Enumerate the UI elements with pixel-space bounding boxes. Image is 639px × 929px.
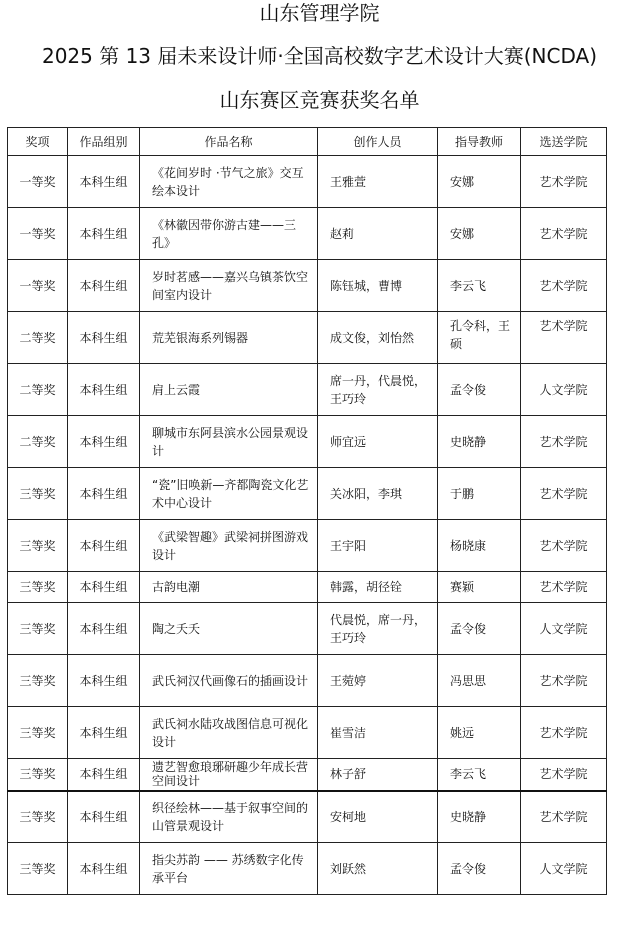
cell-advisor: 孟令俊 bbox=[438, 603, 521, 655]
cell-award: 三等奖 bbox=[8, 843, 68, 895]
table-row bbox=[8, 843, 607, 895]
cell-college: 艺术学院 bbox=[521, 791, 607, 843]
cell-advisor: 于鹏 bbox=[438, 468, 521, 520]
cell-college: 艺术学院 bbox=[521, 312, 607, 364]
cell-college: 艺术学院 bbox=[521, 707, 607, 759]
cell-award: 三等奖 bbox=[8, 655, 68, 707]
cell-group: 本科生组 bbox=[68, 208, 140, 260]
cell-group: 本科生组 bbox=[68, 707, 140, 759]
cell-creators: 赵莉 bbox=[318, 208, 438, 260]
cell-creators: 师宜远 bbox=[318, 416, 438, 468]
cell-award: 三等奖 bbox=[8, 759, 68, 791]
header-creators: 创作人员 bbox=[318, 128, 438, 156]
cell-group: 本科生组 bbox=[68, 312, 140, 364]
cell-award: 三等奖 bbox=[8, 520, 68, 572]
cell-advisor: 安娜 bbox=[438, 156, 521, 208]
cell-advisor: 孟令俊 bbox=[438, 364, 521, 416]
cell-award: 三等奖 bbox=[8, 707, 68, 759]
cell-advisor: 孟令俊 bbox=[438, 843, 521, 895]
cell-work-name: 指尖苏韵 —— 苏绣数字化传承平台 bbox=[140, 843, 318, 895]
table-row bbox=[8, 468, 607, 520]
cell-advisor: 李云飞 bbox=[438, 260, 521, 312]
table-row bbox=[8, 208, 607, 260]
cell-college: 人文学院 bbox=[521, 843, 607, 895]
cell-group: 本科生组 bbox=[68, 603, 140, 655]
cell-advisor: 冯思思 bbox=[438, 655, 521, 707]
cell-creators: 王宇阳 bbox=[318, 520, 438, 572]
list-title: 山东赛区竞赛获奖名单 bbox=[219, 88, 420, 112]
cell-group: 本科生组 bbox=[68, 843, 140, 895]
cell-award: 一等奖 bbox=[8, 260, 68, 312]
cell-college: 艺术学院 bbox=[521, 468, 607, 520]
header-group: 作品组别 bbox=[68, 128, 140, 156]
cell-award: 二等奖 bbox=[8, 312, 68, 364]
cell-work-name: 陶之夭夭 bbox=[140, 603, 318, 655]
header-award: 奖项 bbox=[8, 128, 68, 156]
cell-advisor: 赛颖 bbox=[438, 572, 521, 603]
cell-advisor: 姚远 bbox=[438, 707, 521, 759]
cell-creators: 王菀婷 bbox=[318, 655, 438, 707]
cell-award: 一等奖 bbox=[8, 208, 68, 260]
cell-award: 三等奖 bbox=[8, 572, 68, 603]
cell-creators: 陈钰城，曹博 bbox=[318, 260, 438, 312]
cell-work-name: 聊城市东阿县滨水公园景观设计 bbox=[140, 416, 318, 468]
table-row bbox=[8, 260, 607, 312]
header-work-name: 作品名称 bbox=[140, 128, 318, 156]
table-row bbox=[8, 759, 607, 791]
awards-table bbox=[7, 127, 607, 895]
cell-creators: 刘跃然 bbox=[318, 843, 438, 895]
cell-college: 人文学院 bbox=[521, 364, 607, 416]
cell-college: 艺术学院 bbox=[521, 655, 607, 707]
cell-advisor: 杨晓康 bbox=[438, 520, 521, 572]
table-row bbox=[8, 364, 607, 416]
header-college: 选送学院 bbox=[521, 128, 607, 156]
table-row bbox=[8, 655, 607, 707]
cell-work-name: 遗艺智愈琅琊研趣少年成长营空间设计 bbox=[140, 759, 318, 791]
cell-group: 本科生组 bbox=[68, 572, 140, 603]
table-row bbox=[8, 520, 607, 572]
cell-creators: 林子舒 bbox=[318, 759, 438, 791]
cell-college: 艺术学院 bbox=[521, 759, 607, 791]
cell-work-name: “瓷”旧唤新—齐都陶瓷文化艺术中心设计 bbox=[140, 468, 318, 520]
cell-award: 三等奖 bbox=[8, 468, 68, 520]
cell-advisor: 孔令科，王硕 bbox=[438, 312, 521, 364]
table-header-row bbox=[8, 128, 607, 156]
cell-college: 艺术学院 bbox=[521, 416, 607, 468]
table-row bbox=[8, 791, 607, 843]
cell-college: 人文学院 bbox=[521, 603, 607, 655]
table-row bbox=[8, 312, 607, 364]
cell-work-name: 《林徽因带你游古建——三孔》 bbox=[140, 208, 318, 260]
cell-group: 本科生组 bbox=[68, 520, 140, 572]
cell-creators: 代晨悦，席一丹，王巧玲 bbox=[318, 603, 438, 655]
cell-work-name: 岁时茗感——嘉兴乌镇茶饮空间室内设计 bbox=[140, 260, 318, 312]
cell-creators: 成文俊，刘怡然 bbox=[318, 312, 438, 364]
cell-group: 本科生组 bbox=[68, 655, 140, 707]
cell-award: 一等奖 bbox=[8, 156, 68, 208]
cell-group: 本科生组 bbox=[68, 791, 140, 843]
competition-name: 2025 第 13 届未来设计师·全国高校数字艺术设计大赛(NCDA) bbox=[41, 44, 598, 68]
cell-creators: 席一丹，代晨悦，王巧玲 bbox=[318, 364, 438, 416]
table-row bbox=[8, 572, 607, 603]
cell-work-name: 《花间岁时 ·节气之旅》交互绘本设计 bbox=[140, 156, 318, 208]
cell-college: 艺术学院 bbox=[521, 156, 607, 208]
cell-advisor: 安娜 bbox=[438, 208, 521, 260]
cell-creators: 关冰阳，李琪 bbox=[318, 468, 438, 520]
cell-creators: 韩露，胡径铨 bbox=[318, 572, 438, 603]
cell-work-name: 武氏祠汉代画像石的插画设计 bbox=[140, 655, 318, 707]
cell-college: 艺术学院 bbox=[521, 572, 607, 603]
cell-work-name: 武氏祠水陆攻战图信息可视化设计 bbox=[140, 707, 318, 759]
table-row bbox=[8, 603, 607, 655]
cell-award: 三等奖 bbox=[8, 791, 68, 843]
cell-award: 三等奖 bbox=[8, 603, 68, 655]
cell-work-name: 荒芜银海系列锡器 bbox=[140, 312, 318, 364]
table-row bbox=[8, 156, 607, 208]
cell-creators: 崔雪洁 bbox=[318, 707, 438, 759]
cell-college: 艺术学院 bbox=[521, 520, 607, 572]
cell-group: 本科生组 bbox=[68, 468, 140, 520]
school-name: 山东管理学院 bbox=[259, 1, 380, 25]
cell-advisor: 李云飞 bbox=[438, 759, 521, 791]
cell-college: 艺术学院 bbox=[521, 208, 607, 260]
header-advisor: 指导教师 bbox=[438, 128, 521, 156]
cell-group: 本科生组 bbox=[68, 416, 140, 468]
table-row bbox=[8, 416, 607, 468]
cell-work-name: 肩上云霞 bbox=[140, 364, 318, 416]
cell-group: 本科生组 bbox=[68, 759, 140, 791]
cell-work-name: 《武梁智趣》武梁祠拼图游戏设计 bbox=[140, 520, 318, 572]
cell-work-name: 古韵电潮 bbox=[140, 572, 318, 603]
table-row bbox=[8, 707, 607, 759]
cell-advisor: 史晓静 bbox=[438, 416, 521, 468]
cell-creators: 王雅萱 bbox=[318, 156, 438, 208]
cell-creators: 安柯地 bbox=[318, 791, 438, 843]
cell-college: 艺术学院 bbox=[521, 260, 607, 312]
cell-work-name: 织径绘林——基于叙事空间的山管景观设计 bbox=[140, 791, 318, 843]
cell-group: 本科生组 bbox=[68, 260, 140, 312]
cell-group: 本科生组 bbox=[68, 156, 140, 208]
cell-award: 二等奖 bbox=[8, 416, 68, 468]
cell-group: 本科生组 bbox=[68, 364, 140, 416]
cell-award: 二等奖 bbox=[8, 364, 68, 416]
cell-advisor: 史晓静 bbox=[438, 791, 521, 843]
